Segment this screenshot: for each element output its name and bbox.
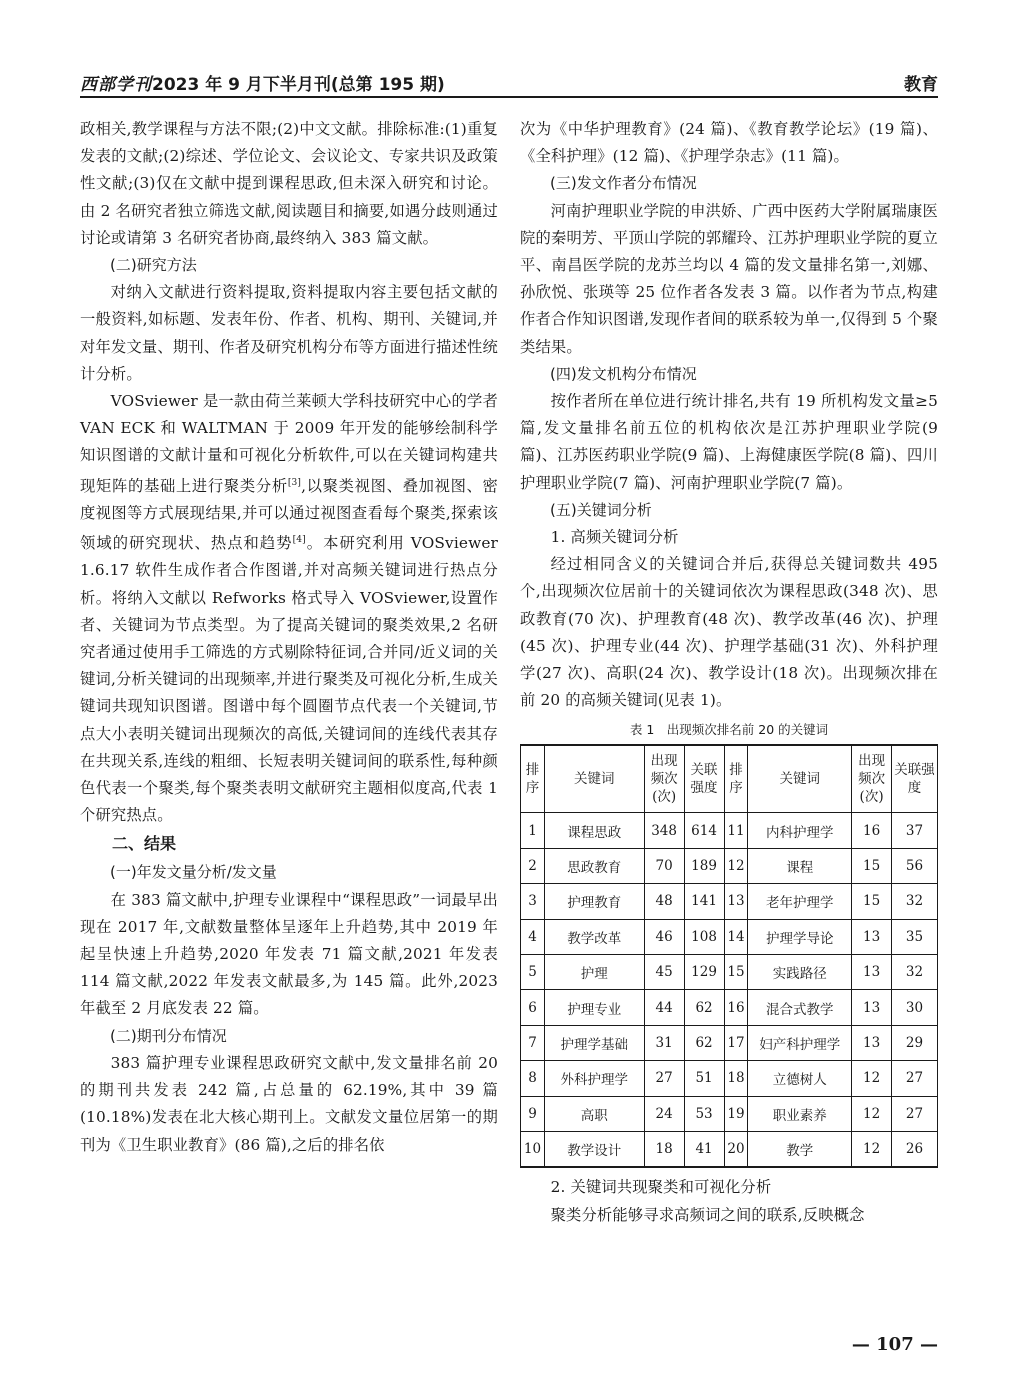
issue-info: 2023 年 9 月下半月刊(总第 195 期) — [152, 75, 445, 95]
table-cell: 37 — [892, 813, 938, 848]
table-body — [521, 813, 938, 1167]
table-cell: 13 — [852, 955, 892, 990]
table-cell: 129 — [684, 955, 724, 990]
page-number: — 107 — — [851, 1334, 938, 1355]
table-cell: 立德树人 — [748, 1061, 852, 1096]
table-cell: 妇产科护理学 — [748, 1025, 852, 1060]
table-cell: 5 — [521, 955, 545, 990]
column-header: 排序 — [521, 745, 545, 813]
paragraph — [80, 388, 498, 829]
table-cell: 30 — [892, 990, 938, 1025]
paragraph: 河南护理职业学院的申洪娇、广西中医药大学附属瑞康医院的秦明芳、平顶山学院的郭耀玲、江苏护理职业学院的夏立平、南昌医学院的龙苏兰均以 4 篇的发文量排名第一,刘娜、孙欣悦、张瑛等 25 位作者各发表 3 篇。以作者为节点,构建作者合作知识图谱,发现作者间的联系较为单一,仅得到 5 个聚类结果。 — [520, 201, 938, 356]
table-cell: 14 — [724, 919, 748, 954]
table-cell: 护理学导论 — [748, 919, 852, 954]
table-cell: 41 — [684, 1131, 724, 1167]
left-column — [80, 116, 498, 1159]
table-row — [521, 1131, 938, 1167]
paragraph: 聚类分析能够寻求高频词之间的联系,反映概念 — [550, 1205, 865, 1224]
table-cell: 外科护理学 — [544, 1061, 644, 1096]
table-cell: 24 — [644, 1096, 684, 1131]
chapter-heading: 二、结果 — [112, 834, 177, 854]
table-cell: 2 — [521, 848, 545, 883]
section-title: 教育 — [904, 75, 938, 95]
table-cell: 8 — [521, 1061, 545, 1096]
table-cell: 44 — [644, 990, 684, 1025]
table-row — [521, 919, 938, 954]
table-cell: 53 — [684, 1096, 724, 1131]
table-cell: 17 — [724, 1025, 748, 1060]
section-heading: (五)关键词分析 — [550, 500, 652, 519]
table-cell: 职业素养 — [748, 1096, 852, 1131]
page-header — [80, 70, 938, 98]
column-header: 出现频次(次) — [644, 745, 684, 813]
table-cell: 教学改革 — [544, 919, 644, 954]
section-heading: (四)发文机构分布情况 — [550, 364, 697, 383]
table-cell: 31 — [644, 1025, 684, 1060]
table-cell: 12 — [852, 1061, 892, 1096]
table-cell: 18 — [724, 1061, 748, 1096]
paragraph: 在 383 篇文献中,护理专业课程中“课程思政”一词最早出现在 2017 年,文献数量整体呈逐年上升趋势,其中 2019 年起呈快速上升趋势,2020 年发表 71 篇文献,2021 年发表 114 篇文献,2022 年发表文献最多,为 145 篇。此外,2023 年截至 2 月底发表 22 篇。 — [80, 890, 498, 1018]
table-cell: 12 — [852, 1131, 892, 1167]
table-cell: 35 — [892, 919, 938, 954]
column-header: 关键词 — [748, 745, 852, 813]
table-cell: 70 — [644, 848, 684, 883]
right-column — [520, 116, 938, 1229]
citation-ref: [4] — [292, 535, 306, 546]
table-cell: 护理 — [544, 955, 644, 990]
table-cell: 62 — [684, 1025, 724, 1060]
table-cell: 56 — [892, 848, 938, 883]
paragraph-text: ,以聚类视图、叠加视图、密度视图等方式展现结果,并可以通过视图查看每个聚类,探索该领域的研究现状、热点和趋势 — [80, 476, 498, 553]
table-cell: 62 — [684, 990, 724, 1025]
journal-logo: 西部学刊 — [80, 75, 152, 95]
table-row — [521, 955, 938, 990]
table-cell: 老年护理学 — [748, 884, 852, 919]
table-cell: 26 — [892, 1131, 938, 1167]
table-cell: 27 — [892, 1096, 938, 1131]
table-cell: 9 — [521, 1096, 545, 1131]
table-cell: 13 — [852, 990, 892, 1025]
table-cell: 19 — [724, 1096, 748, 1131]
table-cell: 11 — [724, 813, 748, 848]
section-heading: (二)期刊分布情况 — [110, 1026, 227, 1045]
table-cell: 13 — [852, 1025, 892, 1060]
table-cell: 108 — [684, 919, 724, 954]
table-cell: 29 — [892, 1025, 938, 1060]
section-heading: (三)发文作者分布情况 — [550, 174, 697, 193]
table-row — [521, 990, 938, 1025]
citation-ref: [3] — [287, 477, 302, 488]
table-cell: 混合式教学 — [748, 990, 852, 1025]
table-row — [521, 1096, 938, 1131]
table-cell: 10 — [521, 1131, 545, 1167]
table-row — [521, 813, 938, 848]
paragraph: 次为《中华护理教育》(24 篇)、《教育教学论坛》(19 篇)、《全科护理》(12 篇)、《护理学杂志》(11 篇)。 — [520, 120, 938, 166]
table-cell: 16 — [724, 990, 748, 1025]
table-header-row — [521, 745, 938, 813]
subsection-heading: 2. 关键词共现聚类和可视化分析 — [550, 1178, 772, 1197]
table-cell: 15 — [852, 884, 892, 919]
table-cell: 课程思政 — [544, 813, 644, 848]
table-cell: 12 — [724, 848, 748, 883]
table-cell: 32 — [892, 884, 938, 919]
table-cell: 27 — [892, 1061, 938, 1096]
table-cell: 12 — [852, 1096, 892, 1131]
table-cell: 教学 — [748, 1131, 852, 1167]
table-cell: 思政教育 — [544, 848, 644, 883]
journal-info — [80, 70, 445, 95]
paragraph: 对纳入文献进行资料提取,资料提取内容主要包括文献的一般资料,如标题、发表年份、作者、机构、期刊、关键词,并对年发文量、期刊、作者及研究机构分布等方面进行描述性统计分析。 — [80, 283, 498, 383]
paragraph: 按作者所在单位进行统计排名,共有 19 所机构发文量≥5 篇,发文量排名前五位的机构依次是江苏护理职业学院(9 篇)、江苏医药职业学院(9 篇)、上海健康医学院(8 篇)、四川护理职业学院(7 篇)、河南护理职业学院(7 篇)。 — [520, 392, 938, 492]
column-header: 关键词 — [544, 745, 644, 813]
table-cell: 13 — [724, 884, 748, 919]
table-cell: 46 — [644, 919, 684, 954]
table-cell: 614 — [684, 813, 724, 848]
table-cell: 6 — [521, 990, 545, 1025]
table-cell: 3 — [521, 884, 545, 919]
table-cell: 1 — [521, 813, 545, 848]
table-cell: 20 — [724, 1131, 748, 1167]
table-cell: 课程 — [748, 848, 852, 883]
table-row — [521, 1061, 938, 1096]
section-heading: (一)年发文量分析/发文量 — [110, 863, 277, 882]
column-header: 关联强度 — [892, 745, 938, 813]
paragraph: 政相关,教学课程与方法不限;(2)中文文献。排除标准:(1)重复发表的文献;(2)综述、学位论文、会议论文、专家共识及政策性文献;(3)仅在文献中提到课程思政,但未深入研究和讨论。由 2 名研究者独立筛选文献,阅读题目和摘要,如遇分歧则通过讨论或请第 3 名研究者协商,最终纳入 383 篇文献。 — [80, 120, 498, 247]
table-cell: 15 — [724, 955, 748, 990]
table-row — [521, 884, 938, 919]
table-cell: 护理学基础 — [544, 1025, 644, 1060]
table-cell: 141 — [684, 884, 724, 919]
table-caption: 表 1 出现频次排名前 20 的关键词 — [629, 722, 829, 738]
table-cell: 高职 — [544, 1096, 644, 1131]
paragraph: 383 篇护理专业课程思政研究文献中,发文量排名前 20 的期刊共发表 242 篇,占总量的 62.19%,其中 39 篇(10.18%)发表在北大核心期刊上。文献发文量位居第一的期刊为《卫生职业教育》(86 篇),之后的排名依 — [80, 1053, 498, 1154]
table-cell: 7 — [521, 1025, 545, 1060]
subsection-heading: 1. 高频关键词分析 — [550, 528, 679, 547]
paragraph-text: 。本研究利用 VOSviewer 1.6.17 软件生成作者合作图谱,并对高频关键词进行热点分析。将纳入文献以 Refworks 格式导入 VOSviewer,设置作者、关键词为节点类型。为了提高关键词的聚类效果,2 名研究者通过使用手工筛选的方式剔除特征词,合并同/近义词的关键词,分析关键词的出现频率,并进行聚类及可视化分析,生成关键词共现知识图谱。图谱中每个圆圈节点代表一个关键词,节点大小表明关键词出现频次的高低,关键词间的连线代表其存在共现关系,连线的粗细、长短表明关键词间的联系性,每种颜色代表一个聚类,每个聚类表明文献研究主题相似度高,代表 1 个研究热点。 — [80, 534, 499, 825]
table-cell: 15 — [852, 848, 892, 883]
table-cell: 内科护理学 — [748, 813, 852, 848]
table-cell: 48 — [644, 884, 684, 919]
table-cell: 16 — [852, 813, 892, 848]
section-heading: (二)研究方法 — [110, 256, 197, 275]
table-row — [521, 848, 938, 883]
table-cell: 27 — [644, 1061, 684, 1096]
table-cell: 32 — [892, 955, 938, 990]
table-cell: 护理专业 — [544, 990, 644, 1025]
table-cell: 教学设计 — [544, 1131, 644, 1167]
table-cell: 护理教育 — [544, 884, 644, 919]
column-header: 排序 — [724, 745, 748, 813]
table-cell: 189 — [684, 848, 724, 883]
table-cell: 45 — [644, 955, 684, 990]
column-header: 关联强度 — [684, 745, 724, 813]
table-cell: 18 — [644, 1131, 684, 1167]
table-cell: 51 — [684, 1061, 724, 1096]
table-cell: 4 — [521, 919, 545, 954]
keyword-table — [520, 744, 938, 1168]
table-cell: 实践路径 — [748, 955, 852, 990]
table-cell: 13 — [852, 919, 892, 954]
paragraph-text: VOSviewer 是一款由荷兰莱顿大学科技研究中心的学者 VAN ECK 和 WALTMAN 于 2009 年开发的能够绘制科学知识图谱的文献计量和可视化分析软件,可以在关键词构建共现矩阵的基础上进行聚类分析 — [80, 392, 498, 495]
table-cell: 348 — [644, 813, 684, 848]
table-row — [521, 1025, 938, 1060]
column-header: 出现频次(次) — [852, 745, 892, 813]
paragraph: 经过相同含义的关键词合并后,获得总关键词数共 495 个,出现频次位居前十的关键词依次为课程思政(348 次)、思政教育(70 次)、护理教育(48 次)、教学改革(46 次)、护理(45 次)、护理专业(44 次)、护理学基础(31 次)、外科护理学(27 次)、高职(24 次)、教学设计(18 次)。出现频次排在前 20 的高频关键词(见表 1)。 — [520, 555, 938, 710]
